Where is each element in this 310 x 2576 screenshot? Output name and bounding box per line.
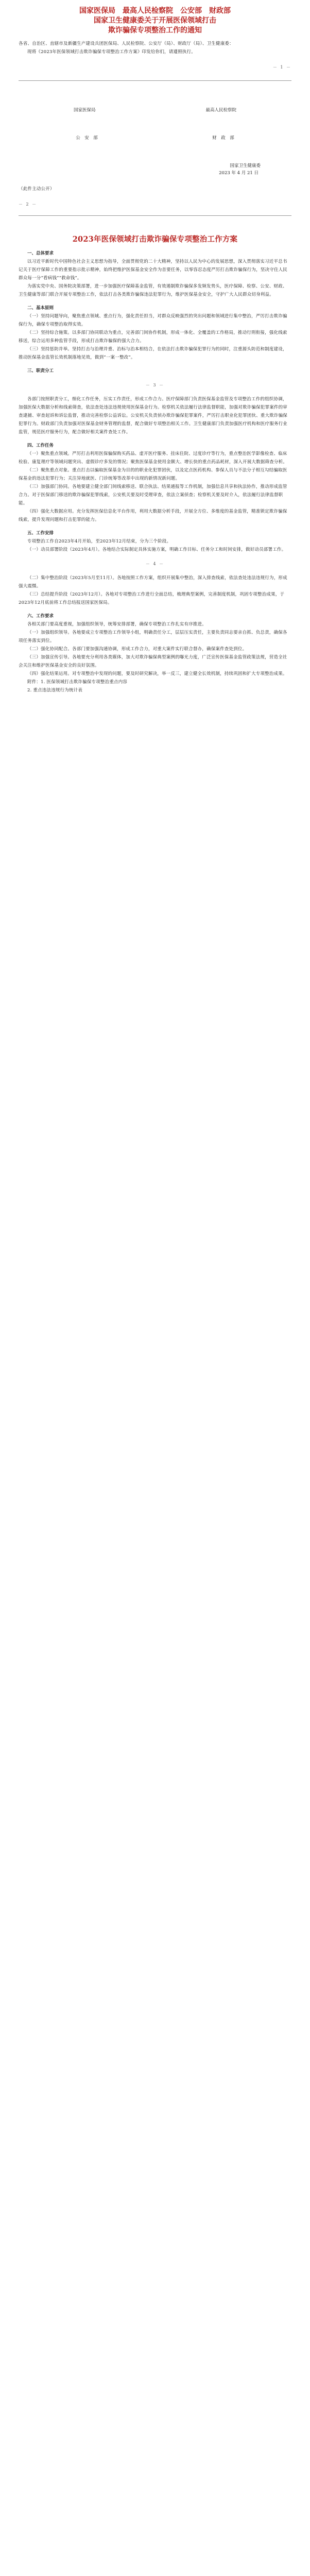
paragraph: （一）动员部署阶段（2023年4月）。各地结合实际制定具体实施方案，明确工作目标、任务分工和时间安排，做好动员部署工作。: [27, 547, 286, 552]
page-number: － 3 －: [145, 383, 165, 387]
signatory-procuratorate: 最高人民检察院: [205, 108, 236, 113]
paragraph: 专项整治工作自2023年4月开始，至2023年12月结束，分为三个阶段。: [27, 539, 171, 544]
page-number-1: － 1 －: [272, 65, 291, 70]
plan-title: 2023年医保领域打击欺诈骗保专项整治工作方案: [72, 235, 238, 244]
plan-body: [0, 249, 310, 694]
section-heading: 三、职责分工: [27, 368, 54, 374]
issuers-line-2: 国家卫生健康委关于开展医保领域打击: [94, 16, 216, 25]
paragraph: 附件：1. 医保领域打击欺诈骗保专项整治重点内容: [27, 680, 128, 685]
paragraph: （三）加强部门协同。各地要建立健全部门间线索移送、联合执法、结果通报等工作机制，加强信息共享和执法协作，推动形成监管合力。对于医保部门移送的欺诈骗保犯罪线索，公安机关要及时受理审查，依法立案侦查；检察机关要及时介入，依法履行法律监督职能。: [19, 484, 287, 506]
issuers-line: 国家医保局 最高人民检察院 公安部 财政部: [79, 7, 231, 15]
paragraph: 各相关部门要高度重视，加强组织领导，统筹安排部署，确保专项整治工作扎实有序推进。: [27, 622, 207, 627]
paragraph: （二）聚焦重点对象。重点打击以骗取医保基金为目的的职业化犯罪团伙，以及定点医药机构、参保人员与不法分子相互勾结骗取医保基金的违法犯罪行为；关注异地就医、门诊统筹等改革中出现的新情况新问题。: [19, 468, 287, 481]
section-heading: 四、工作任务: [27, 443, 54, 448]
signatory-mps: 公 安 部: [76, 135, 98, 141]
signatory-nhsa: 国家医保局: [73, 108, 96, 113]
section-heading: 五、工作安排: [27, 531, 54, 536]
page-number-2: － 2 －: [19, 202, 38, 207]
section-heading: 六、工作要求: [27, 614, 54, 619]
paragraph: （三）总结提升阶段（2023年12月）。各地对专项整治工作进行全面总结，梳理典型案例，完善制度机制，巩固专项整治成果，于2023年12月底前将工作总结报送国家医保局。: [19, 592, 285, 605]
document: [0, 0, 310, 694]
paragraph: （一）聚焦重点领域。严厉打击利用医保骗保购买药品、虚开医疗服务、挂床住院、过度诊疗等行为，重点整治医学影像检查、临床检验、康复理疗等领域问题突出、虚假诊疗多发的情况；聚焦医保基金使用金额大、增长快的重点药品耗材，深入开展大数据筛查分析。: [19, 451, 288, 465]
page-number: － 4 －: [145, 562, 165, 566]
notice-section: [0, 0, 310, 207]
signatory-mof: 财 政 部: [212, 135, 234, 141]
paragraph: （二）强化协同配合。各部门要加强沟通协调，形成工作合力，对重大案件实行联合督办，确保案件查处到位。: [27, 647, 247, 652]
section-heading: 一、总体要求: [27, 251, 54, 256]
notice-date: 2023 年 4 月 21 日: [219, 171, 259, 176]
paragraph: （四）强化大数据应用。充分发挥医保信息化平台作用，利用大数据分析手段，开展全方位、多维度的基金监管，精准锁定欺诈骗保线索，提升发现问题和打击犯罪的能力。: [19, 509, 287, 522]
paragraph: （三）坚持惩防并举。坚持打击与治理并重、治标与治本相结合，在依法打击欺诈骗保犯罪行为的同时，注重源头防范和制度建设，推动医保基金监管长效机制落地见效，做到“一案一整改”。: [19, 347, 287, 360]
recipients: 各省、自治区、直辖市及新疆生产建设兵团医保局、人民检察院、公安厅（局）、财政厅（局）、卫生健康委：: [19, 41, 234, 46]
notice-title: 欺诈骗保专项整治工作的通知: [108, 26, 202, 35]
notice-body: 现将《2023年医保领域打击欺诈骗保专项整治工作方案》印发给你们，请遵照执行。: [27, 49, 196, 55]
paragraph: （二）坚持综合施策。以多部门协同联动为重点，完善部门间协作机制，形成一体化、全覆盖的工作格局，推动行刑衔接，强化线索移送，综合运用多种监管手段，形成打击欺诈骗保的强大合力。: [19, 330, 287, 344]
signatory-nhc: 国家卫生健康委: [230, 163, 261, 168]
paragraph: 各部门按照职责分工，细化工作任务，压实工作责任，形成工作合力。医疗保障部门负责医保基金监管及专项整治工作的组织协调，加强医保大数据分析和线索筛查，依法查处违法违规使用医保基金行为。检察机关依法履行法律监督职能，加强对欺诈骗保犯罪案件的审查逮捕、审查起诉和诉讼监督，推动完善检察公益诉讼。公安机关负责侦办欺诈骗保犯罪案件，严厉打击职业化犯罪团伙、重大欺诈骗保犯罪行为。财政部门负责加强对医保基金财务管理的监督，配合做好专项整治相关工作。卫生健康部门负责加强医疗机构和医疗服务行业监管，规范医疗服务行为，配合做好相关案件查处工作。: [19, 397, 288, 435]
paragraph: （一）坚持问题导向，聚焦重点领域、重点行为，强化责任担当，对群众反映强烈的突出问题和领域进行集中整治，严厉打击欺诈骗保行为，确保专项整治取得实效。: [19, 314, 287, 327]
public-note: （此件主动公开）: [19, 187, 55, 192]
paragraph: （一）加强组织领导。各地要成立专项整治工作领导小组，明确责任分工，层层压实责任，主要负责同志要亲自抓、负总责，确保各项任务落实到位。: [19, 630, 287, 643]
paragraph: 2. 重点违法违规行为统计表: [27, 688, 83, 693]
paragraph: （四）强化结果运用。对专项整治中发现的问题，要及时研究解决，举一反三，建立健全长效机制，持续巩固和扩大专项整治成果。: [27, 671, 287, 676]
paragraph: （三）加强宣传引导。各地要充分利用各类媒体，加大对欺诈骗保典型案例的曝光力度，广泛宣传医保基金监管政策法规，营造全社会关注和维护医保基金安全的良好氛围。: [19, 655, 287, 668]
section-heading: 二、基本原则: [27, 306, 54, 311]
paragraph: 为落实党中央、国务院决策部署，进一步加强医疗保障基金监管，有效遏制欺诈骗保多发频发势头，医疗保障、检察、公安、财政、卫生健康等部门联合开展专项整治工作，依法打击各类欺诈骗保违法犯罪行为，维护医保基金安全，守护广大人民群众切身利益。: [19, 284, 287, 297]
paragraph: 以习近平新时代中国特色社会主义思想为指导，全面贯彻党的二十大精神，坚持以人民为中心的发展思想，深入贯彻落实习近平总书记关于医疗保障工作的重要指示批示精神，始终把维护医保基金安全作为首要任务，以零容忍态度严厉打击欺诈骗保行为，坚决守住人民群众每一分“看病钱”“救命钱”。: [19, 259, 288, 281]
paragraph: （二）集中整治阶段（2023年5月至11月）。各地按照工作方案，组织开展集中整治，深入排查线索，依法查处违法违规行为，形成强大震慑。: [19, 575, 287, 589]
